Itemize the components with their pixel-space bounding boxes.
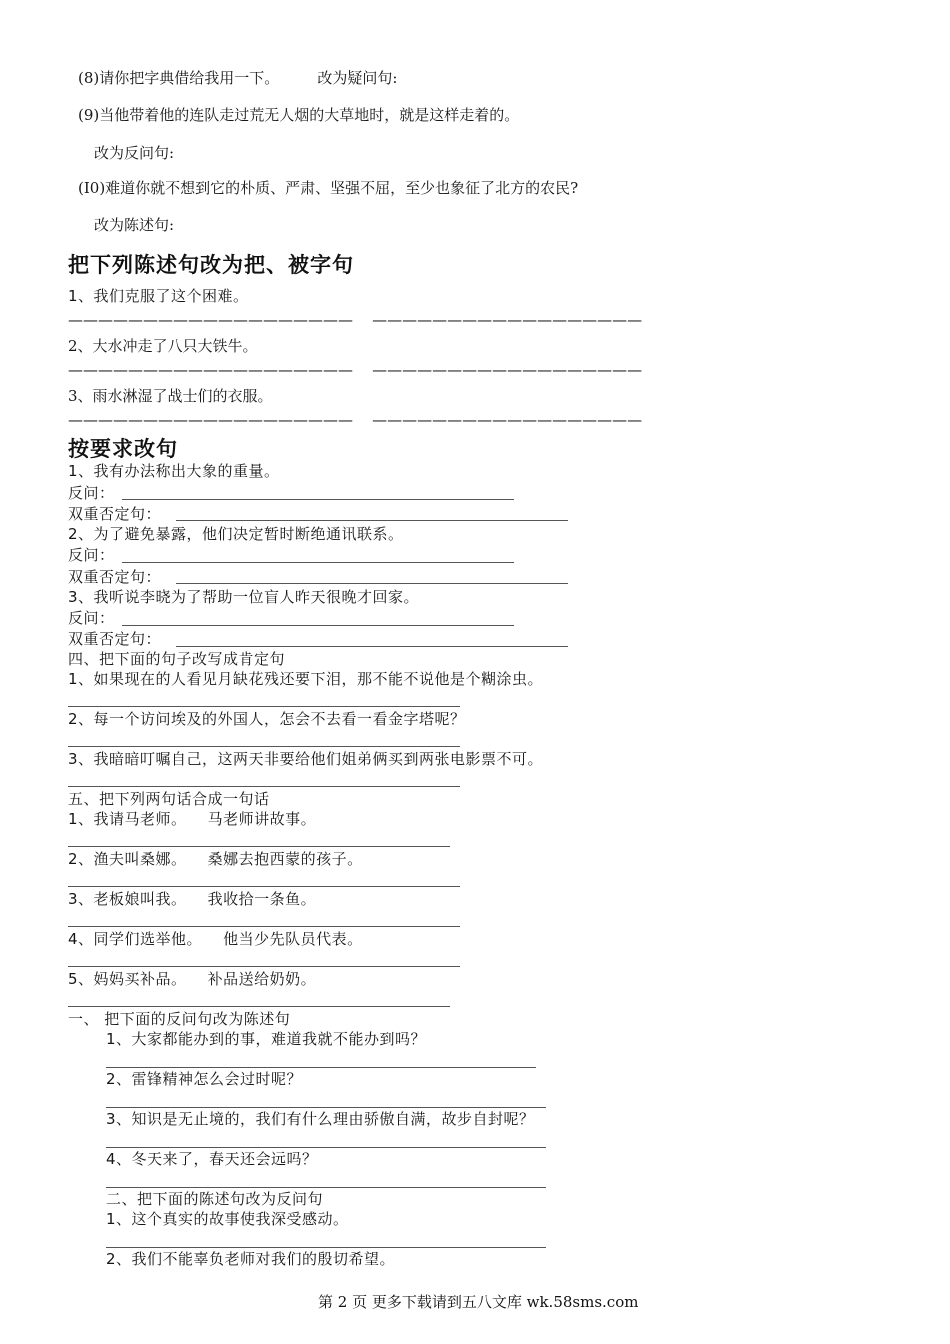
shuangchong-label: 双重否定句： [68,630,162,648]
one-item-2: 2、雷锋精神怎么会过时呢？ [106,1070,303,1088]
answer-blank [68,966,460,967]
exercise-item-10: (I0)难道你就不想到它的朴质、严肃、坚强不屈，至少也象征了北方的农民? [78,179,579,197]
ba-bei-item-1: 1、我们克服了这个困难。 [68,287,249,305]
section-heading-ba-bei: 把下列陈述句改为把、被字句 [68,253,354,277]
answer-blank [176,583,568,584]
exercise-item-8: (8)请你把字典借给我用一下。 改为疑问句: [78,69,398,87]
five-item-1: 1、我请马老师。 马老师讲故事。 [68,810,317,828]
answer-blank [106,1187,546,1188]
answer-blank [106,1147,546,1148]
section-heading-five: 五、把下列两句话合成一句话 [68,790,270,808]
answer-blank [68,786,460,787]
answer-blank [122,625,514,626]
answer-blank [68,926,460,927]
exercise-item-10-task: 改为陈述句: [94,216,175,234]
shuangchong-label: 双重否定句： [68,568,162,586]
four-item-3: 3、我暗暗叮嘱自己，这两天非要给他们姐弟俩买到两张电影票不可。 [68,750,544,768]
two-item-1: 1、这个真实的故事使我深受感动。 [106,1210,349,1228]
answer-blank [122,562,514,563]
section-heading-one: 一、 把下面的反问句改为陈述句 [68,1010,291,1028]
five-item-2: 2、渔夫叫桑娜。 桑娜去抱西蒙的孩子。 [68,850,363,868]
section-heading-two: 二、把下面的陈述句改为反问句 [106,1190,324,1208]
one-item-4: 4、冬天来了，春天还会远吗？ [106,1150,318,1168]
answer-blank [68,886,460,887]
fanwen-label: 反问： [68,484,115,502]
shuangchong-label: 双重否定句： [68,505,162,523]
answer-blank [176,646,568,647]
answer-blank [106,1247,546,1248]
answer-line: ——————————————————— —————————————————— [68,411,643,429]
answer-line: ——————————————————— —————————————————— [68,311,643,329]
gaiju-item-2: 2、为了避免暴露，他们决定暂时断绝通讯联系。 [68,525,404,543]
answer-line: ——————————————————— —————————————————— [68,361,643,379]
answer-blank [106,1067,536,1068]
fanwen-label: 反问： [68,609,115,627]
page-footer: 第 2 页 更多下载请到五八文库 wk.58sms.com [318,1293,639,1311]
two-item-2: 2、我们不能辜负老师对我们的殷切希望。 [106,1250,396,1268]
exercise-item-9-task: 改为反问句: [94,144,175,162]
answer-blank [176,520,568,521]
fanwen-label: 反问： [68,546,115,564]
answer-blank [122,499,514,500]
exercise-item-9: (9)当他带着他的连队走过荒无人烟的大草地时，就是这样走着的。 [78,106,520,124]
four-item-2: 2、每一个访问埃及的外国人，怎会不去看一看金字塔呢？ [68,710,466,728]
answer-blank [68,746,460,747]
gaiju-item-3: 3、我听说李晓为了帮助一位盲人昨天很晚才回家。 [68,588,420,606]
four-item-1: 1、如果现在的人看见月缺花残还要下泪，那不能不说他是个糊涂虫。 [68,670,544,688]
one-item-1: 1、大家都能办到的事，难道我就不能办到吗？ [106,1030,427,1048]
five-item-3: 3、老板娘叫我。 我收拾一条鱼。 [68,890,317,908]
gaiju-item-1: 1、我有办法称出大象的重量。 [68,462,280,480]
ba-bei-item-3: 3、雨水淋湿了战士们的衣服。 [68,387,273,405]
answer-blank [68,846,450,847]
five-item-4: 4、同学们选举他。 他当少先队员代表。 [68,930,363,948]
answer-blank [68,1006,450,1007]
ba-bei-item-2: 2、大水冲走了八只大铁牛。 [68,337,258,355]
section-heading-four: 四、把下面的句子改写成肯定句 [68,650,286,668]
answer-blank [106,1107,546,1108]
answer-blank [68,706,460,707]
one-item-3: 3、知识是无止境的，我们有什么理由骄傲自满，故步自封呢？ [106,1110,535,1128]
section-heading-gaiju: 按要求改句 [68,437,178,461]
five-item-5: 5、妈妈买补品。 补品送给奶奶。 [68,970,317,988]
